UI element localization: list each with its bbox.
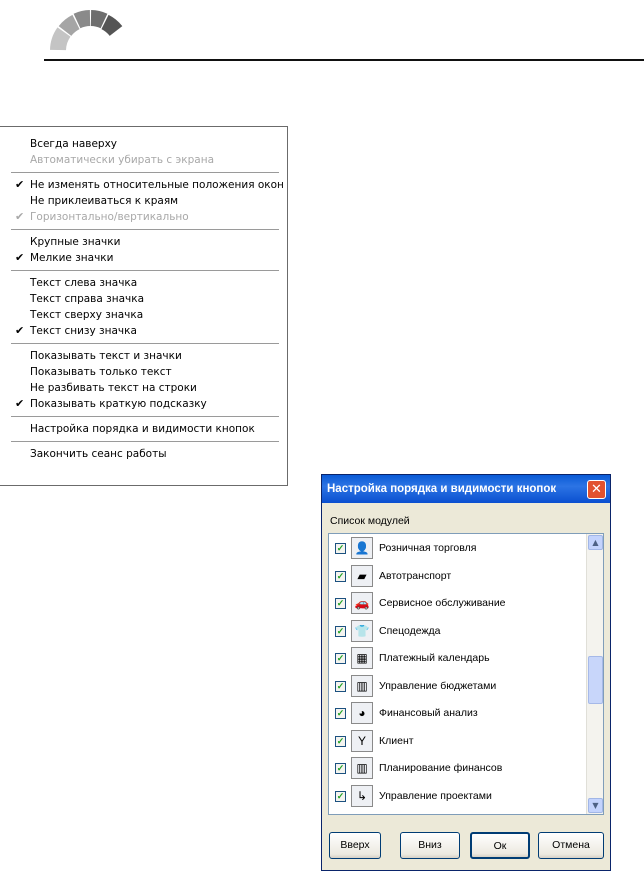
module-label: Финансовый анализ [379, 707, 478, 719]
module-row[interactable] [333, 618, 583, 645]
logo-arc-icon [44, 8, 134, 52]
list-scrollbar[interactable] [586, 534, 603, 814]
menu-item[interactable] [0, 396, 287, 412]
module-row[interactable] [333, 728, 583, 755]
scroll-up-icon[interactable]: ▲ [588, 535, 603, 550]
module-checkbox[interactable]: ✓ [336, 735, 345, 746]
car-service-icon: 🚗 [351, 592, 373, 614]
module-checkbox[interactable]: ✓ [336, 625, 345, 636]
budget-chart-icon: ▥ [351, 675, 373, 697]
module-row[interactable] [333, 535, 583, 562]
menu-item-label: Мелкие значки [30, 252, 114, 264]
module-checkbox[interactable]: ✓ [336, 790, 345, 801]
menu-item[interactable] [0, 234, 287, 250]
menu-separator [11, 172, 279, 173]
menu-item [0, 209, 287, 225]
module-label: Клиент [379, 734, 414, 747]
menu-item-label: Настройка порядка и видимости кнопок [30, 423, 255, 435]
move-down-button[interactable]: Вниз [400, 832, 460, 859]
header-rule [44, 59, 644, 61]
module-label: Планирование финансов [379, 762, 503, 774]
move-up-button[interactable]: Вверх [329, 832, 381, 859]
menu-item[interactable] [0, 446, 287, 462]
ok-button[interactable]: Ок [470, 832, 530, 859]
checkmark-icon: ✔ [15, 324, 25, 337]
cancel-button[interactable]: Отмена [538, 832, 604, 859]
module-label: Розничная торговля [379, 542, 477, 554]
module-checkbox[interactable]: ✓ [336, 570, 345, 581]
module-label: Управление бюджетами [379, 679, 497, 692]
menu-item-label: Текст слева значка [30, 277, 138, 289]
module-row[interactable] [333, 783, 583, 810]
project-icon: ↳ [351, 785, 373, 807]
workwear-icon: 👕 [351, 620, 373, 642]
client-icon: Y [351, 730, 373, 752]
menu-item[interactable] [0, 323, 287, 339]
menu-item[interactable] [0, 177, 287, 193]
module-label: Сервисное обслуживание [379, 597, 506, 609]
scroll-thumb[interactable] [588, 656, 603, 704]
dialog-title: Настройка порядка и видимости кнопок [322, 475, 610, 503]
menu-item-label: Крупные значки [30, 236, 121, 248]
module-row[interactable] [333, 700, 583, 727]
button-order-dialog [321, 474, 611, 871]
menu-item[interactable] [0, 307, 287, 323]
checkmark-icon: ✔ [15, 397, 25, 410]
menu-item[interactable] [0, 380, 287, 396]
menu-item-label: Автоматически убирать с экрана [30, 154, 215, 166]
module-row[interactable] [333, 563, 583, 590]
module-list-label: Список модулей [330, 515, 410, 527]
menu-item-label: Не изменять относительные положения окон [30, 179, 284, 191]
menu-item[interactable] [0, 250, 287, 266]
module-label: Спецодежда [379, 624, 441, 637]
context-menu [0, 126, 288, 486]
module-checkbox[interactable]: ✓ [336, 598, 345, 608]
menu-separator [11, 441, 279, 442]
module-row[interactable] [333, 673, 583, 700]
module-checkbox[interactable]: ✓ [336, 543, 345, 553]
module-label: Автотранспорт [379, 569, 452, 582]
menu-item[interactable] [0, 291, 287, 307]
menu-item-label: Текст снизу значка [30, 325, 137, 337]
menu-item-label: Всегда наверху [30, 138, 118, 150]
menu-item-label: Текст справа значка [30, 293, 145, 305]
menu-item-label: Показывать только текст [30, 366, 172, 378]
module-list[interactable] [328, 533, 604, 815]
calendar-icon: ▦ [351, 647, 373, 669]
module-checkbox[interactable]: ✓ [336, 680, 345, 691]
close-button[interactable]: ✕ [587, 480, 606, 499]
menu-item-label: Горизонтально/вертикально [30, 211, 189, 223]
checkmark-icon: ✔ [15, 251, 25, 264]
menu-item-label: Закончить сеанс работы [30, 448, 167, 460]
module-checkbox[interactable]: ✓ [336, 708, 345, 718]
menu-item-label: Текст сверху значка [30, 309, 144, 321]
menu-item-label: Показывать текст и значки [30, 350, 182, 362]
module-checkbox[interactable]: ✓ [336, 653, 345, 663]
menu-item [0, 152, 287, 168]
scroll-down-icon[interactable]: ▼ [588, 798, 603, 813]
checkmark-icon: ✔ [15, 210, 25, 223]
menu-item[interactable] [0, 364, 287, 380]
cashier-icon: 👤 [351, 537, 373, 559]
menu-separator [11, 343, 279, 344]
module-checkbox[interactable]: ✓ [336, 763, 345, 773]
module-row[interactable] [333, 755, 583, 782]
menu-item[interactable] [0, 421, 287, 437]
module-label: Платежный календарь [379, 652, 490, 664]
truck-icon: ▰ [351, 565, 373, 587]
module-label: Управление проектами [379, 789, 492, 802]
menu-item[interactable] [0, 193, 287, 209]
menu-item[interactable] [0, 348, 287, 364]
menu-separator [11, 416, 279, 417]
finance-plan-icon: ▥ [351, 757, 373, 779]
menu-item-label: Не приклеиваться к краям [30, 195, 179, 207]
module-row[interactable] [333, 645, 583, 672]
menu-separator [11, 270, 279, 271]
menu-item-label: Не разбивать текст на строки [30, 382, 197, 394]
menu-item-label: Показывать краткую подсказку [30, 398, 207, 410]
module-row[interactable] [333, 590, 583, 617]
menu-item[interactable] [0, 136, 287, 152]
pie-chart-icon: ◕ [351, 702, 373, 724]
checkmark-icon: ✔ [15, 178, 25, 191]
menu-separator [11, 229, 279, 230]
menu-item[interactable] [0, 275, 287, 291]
